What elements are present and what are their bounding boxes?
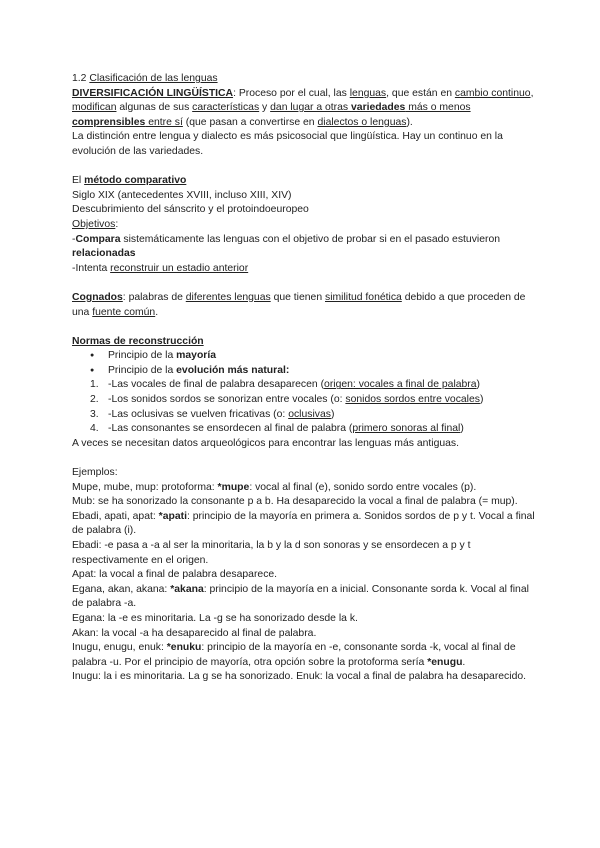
list-item: [90, 378, 542, 393]
ejemplo-enuku: [72, 641, 542, 670]
metodo-line-2: Descubrimiento del sánscrito y el protoindoeuropeo: [72, 204, 309, 216]
text-run: .: [155, 306, 159, 318]
text-run: Egana, akan, akana:: [72, 583, 171, 595]
list-item: [90, 408, 542, 423]
underlined-run: características: [192, 102, 260, 114]
text-run: ): [479, 394, 484, 406]
item-number: 2.: [90, 394, 99, 406]
text-run: (que pasan a convertirse en: [182, 116, 318, 128]
text-run: : principio de la mayoría en a inicial. Consonante sorda k. Vocal al final de palabra -a.: [72, 583, 529, 610]
normas-bullets: [72, 349, 542, 378]
objetivo-1: [72, 233, 542, 262]
text-run: ,: [530, 87, 534, 99]
text-run: Principio de la: [108, 364, 177, 376]
bold-run: mayoría: [176, 350, 217, 362]
bold-run: *enuku: [166, 642, 202, 654]
bold-run: *mupe: [217, 481, 250, 493]
text-run: -Las consonantes se ensordecen al final de palabra (: [108, 423, 353, 435]
metodo-heading: [72, 174, 542, 189]
text-run: y: [259, 102, 271, 114]
section-title: Clasificación de las lenguas: [89, 73, 218, 84]
underlined-run: diferentes lenguas: [185, 291, 271, 303]
text-run: ): [460, 423, 464, 435]
text-run: que tienen: [270, 291, 325, 303]
blank-line: [72, 451, 542, 466]
bold-run: relacionadas: [72, 248, 136, 260]
underlined-run: similitud fonética: [325, 291, 402, 303]
cognados-paragraph: [72, 291, 542, 320]
underlined-run: fuente común: [92, 306, 156, 318]
item-number: 1.: [90, 379, 99, 391]
underlined-run: Objetivos: [72, 218, 116, 230]
ejemplo-ebadi: Ebadi: -e pasa a -a al ser la minoritaria, la b y la d son sonoras y se ensordecen a p y t respectivamente en el origen.: [72, 540, 471, 566]
bold-run: evolución más natural:: [176, 364, 290, 376]
section-heading: [72, 72, 542, 87]
ejemplos-title: Ejemplos:: [72, 467, 118, 479]
text-run: El: [72, 175, 85, 187]
text-run: -Los sonidos sordos se sonorizan entre vocales (o:: [108, 394, 346, 406]
text-run: : vocal al final (e), sonido sordo entre vocales (p).: [249, 481, 477, 493]
ejemplo-akana: [72, 583, 542, 612]
underlined-run: entre sí: [145, 116, 183, 128]
ejemplo-apati: [72, 510, 542, 539]
underlined-run: lenguas: [349, 87, 387, 99]
ejemplo-inugu: Inugu: la i es minoritaria. La g se ha sonorizado. Enuk: la vocal a final de palabra ha desaparecido.: [72, 671, 527, 683]
blank-line: [72, 160, 542, 175]
text-run: debido a que proceden de una: [72, 291, 526, 318]
diversificacion-paragraph: [72, 87, 542, 131]
text-run: -Intenta: [72, 262, 111, 274]
text-run: -: [72, 233, 76, 245]
text-run: algunas de sus: [116, 102, 193, 114]
bullet-evolucion: [108, 364, 542, 379]
text-run: -Las vocales de final de palabra desaparecen (: [108, 379, 325, 391]
document-page: [72, 72, 542, 685]
blank-line: [72, 320, 542, 335]
bullet-mayoria: [108, 349, 542, 364]
text-run: -Las oclusivas se vuelven fricativas (o:: [108, 408, 289, 420]
ejemplo-apat: Apat: la vocal a final de palabra desaparece.: [72, 569, 278, 581]
text-run: sistemáticamente las lenguas con el objetivo de probar si en el pasado estuvieron: [120, 233, 500, 245]
objetivo-2: [72, 262, 542, 277]
bold-run: *akana: [170, 583, 204, 595]
item-number: 3.: [90, 408, 99, 420]
item-number: 4.: [90, 423, 99, 435]
dialecto-note: La distinción entre lengua y dialecto es más psicosocial que lingüística. Hay un continuo en la evolución de las variedades.: [72, 131, 503, 157]
underlined-run: origen: vocales a final de palabra: [324, 379, 477, 391]
bold-run: *enugu: [427, 656, 463, 668]
metodo-line-1: Siglo XIX (antecedentes XVIII, incluso XIII, XIV): [72, 189, 292, 201]
text-run: : palabras de: [122, 291, 186, 303]
metodo-title: método comparativo: [84, 175, 187, 187]
ejemplo-mub: Mub: se ha sonorizado la consonante p a b. Ha desaparecido la vocal a final de palabra (= mup).: [72, 496, 518, 508]
text-run: .: [462, 656, 466, 668]
text-run: ): [476, 379, 481, 391]
section-number: 1.2: [72, 73, 90, 84]
text-run: Principio de la: [108, 350, 177, 362]
list-item: [90, 393, 542, 408]
bold-run: *apati: [158, 510, 187, 522]
text-run: , que están en: [386, 87, 455, 99]
underlined-run: más o menos: [405, 102, 471, 114]
underlined-bold-run: comprensibles: [72, 116, 146, 128]
ejemplo-egana: Egana: la -e es minoritaria. La -g se ha sonorizado desde la k.: [72, 612, 358, 624]
underlined-run: sonidos sordos entre vocales: [345, 394, 480, 406]
blank-line: [72, 276, 542, 291]
text-run: : Proceso por el cual, las: [233, 87, 350, 99]
text-run: : principio de la mayoría en -e, consonante sorda -k, vocal al final de palabra -u. Por el principio de mayoría, otra opción sobre la protoforma sería: [72, 642, 516, 668]
bold-run: Compara: [75, 233, 121, 245]
underlined-run: reconstruir un estadio anterior: [110, 262, 249, 274]
underlined-run: cambio continuo: [454, 87, 531, 99]
underlined-run: oclusivas: [288, 408, 331, 420]
underlined-run: dan lugar a otras: [270, 102, 352, 114]
normas-note: A veces se necesitan datos arqueológicos para encontrar las lenguas más antiguas.: [72, 437, 459, 449]
text-run: :: [115, 218, 119, 230]
diversificacion-term: DIVERSIFICACIÓN LINGÜÍSTICA: [72, 87, 234, 99]
list-item: [90, 422, 542, 437]
ejemplo-mupe: [72, 481, 542, 496]
text-run: Ebadi, apati, apat:: [72, 510, 159, 522]
objetivos-label: [72, 218, 542, 233]
underlined-run: modifican: [72, 102, 117, 114]
normas-numbered-list: [72, 378, 542, 436]
text-run: Mupe, mube, mup: protoforma:: [72, 481, 218, 493]
text-run: : principio de la mayoría en primera a. Sonidos sordos de p y t. Vocal a final de palabra (i).: [72, 510, 535, 537]
underlined-run: dialectos o lenguas: [317, 116, 407, 128]
underlined-bold-run: variedades: [351, 102, 406, 114]
underlined-run: primero sonoras al final: [352, 423, 461, 435]
text-run: Inugu, enugu, enuk:: [72, 642, 167, 654]
text-run: ).: [406, 116, 413, 128]
cognados-term: Cognados: [72, 291, 123, 303]
normas-title: Normas de reconstrucción: [72, 335, 204, 347]
text-run: ): [330, 408, 335, 420]
ejemplo-akan: Akan: la vocal -a ha desaparecido al final de palabra.: [72, 627, 317, 639]
